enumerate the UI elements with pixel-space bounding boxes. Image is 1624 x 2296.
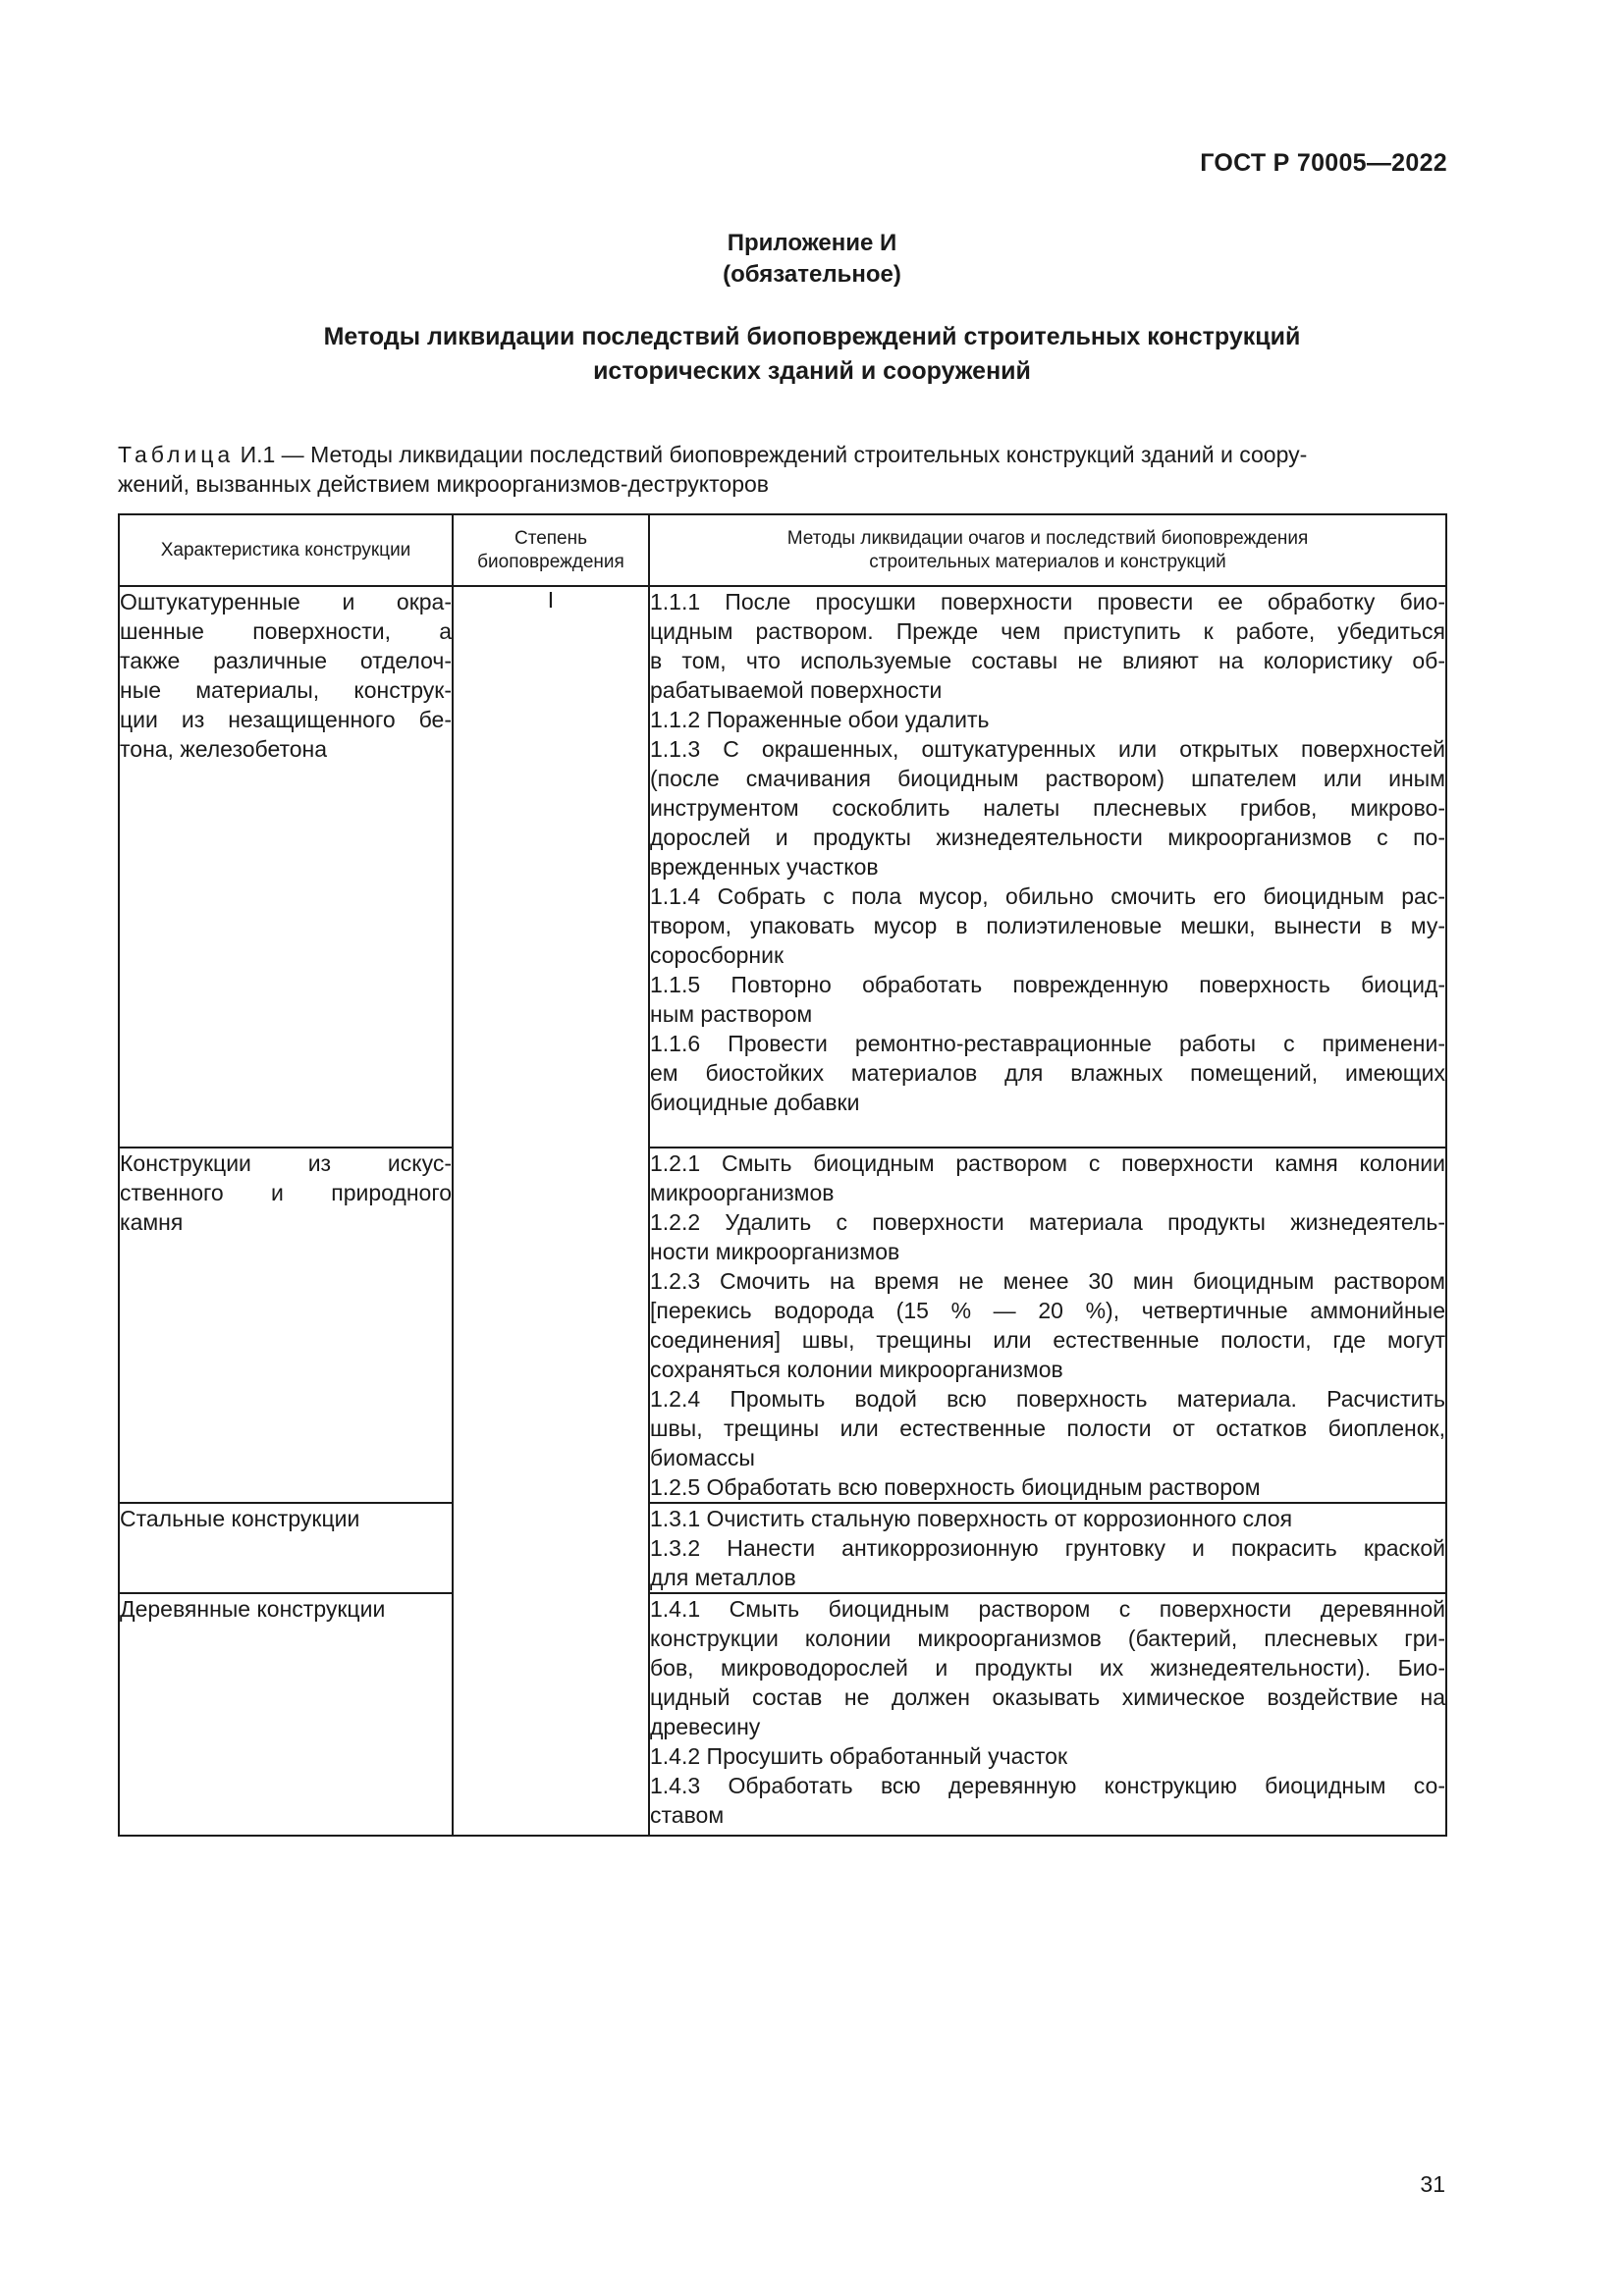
method-line: 1.1.4 Собрать с пола мусор, обильно смочить его биоцидным рас- [650,883,1445,909]
method-line: древесину [650,1714,761,1739]
header-methods [649,514,1446,586]
characteristic-line: шенные поверхности, а [120,618,452,644]
method-line: соросборник [650,942,785,968]
table-caption [118,440,1445,499]
method-line: 1.3.2 Нанести антикоррозионную грунтовку и покрасить краской [650,1535,1445,1561]
header-characteristic: Характеристика конструкции [119,514,453,586]
method-line: врежденных участков [650,854,879,880]
table-row [119,1148,1446,1503]
table-row [119,1503,1446,1593]
header-degree-line-1: Степень [514,527,588,549]
method-line: 1.3.1 Очистить стальную поверхность от коррозионного слоя [650,1506,1293,1531]
characteristic-line: также различные отделоч- [120,648,452,673]
method-line: в том, что используемые составы не влияют на колористику об- [650,648,1445,673]
method-line: 1.1.5 Повторно обработать поврежденную поверхность биоцид- [650,972,1445,997]
table-caption-text: И.1 — Методы ликвидации последствий биоповреждений строительных конструкций зданий и соору- [234,442,1308,467]
header-degree-line-2: биоповреждения [477,551,624,572]
methods-table [118,513,1447,1837]
method-line: 1.2.1 Смыть биоцидным раствором с поверхности камня колонии [650,1150,1445,1176]
characteristic-line: Стальные конструкции [120,1506,360,1531]
method-line: (после смачивания биоцидным раствором) шпателем или иным [650,766,1445,791]
method-line: 1.2.3 Смочить на время не менее 30 мин биоцидным раствором [650,1268,1445,1294]
method-line: швы, трещины или естественные полости от остатков биопленок, [650,1415,1445,1441]
method-line: соединения] швы, трещины или естественные полости, где могут [650,1327,1445,1353]
page-number: 31 [1420,2171,1445,2197]
method-line: 1.4.2 Просушить обработанный участок [650,1743,1068,1769]
degree-cell: I [453,586,649,1836]
characteristic-cell [119,1593,453,1836]
document-title-line-1: Методы ликвидации последствий биоповреждений строительных конструкций [323,323,1301,350]
table-caption-line-1 [118,440,1445,469]
method-line: 1.1.2 Пораженные обои удалить [650,707,990,732]
characteristic-line: Оштукатуренные и окра- [120,589,452,614]
method-line: цидный состав не должен оказывать химическое воздействие на [650,1684,1445,1710]
header-methods-line-2: строительных материалов и конструкций [869,551,1226,572]
appendix-status: (обязательное) [723,261,901,288]
characteristic-line: тона, железобетона [120,736,328,762]
method-line: 1.2.2 Удалить с поверхности материала продукты жизнедеятель- [650,1209,1445,1235]
appendix-title: Приложение И [727,230,897,256]
table-caption-line-2: жений, вызванных действием микроорганизмов-деструкторов [118,471,769,497]
characteristic-line: Деревянные конструкции [120,1596,386,1622]
document-title-line-2: исторических зданий и сооружений [593,357,1031,385]
method-line: микроорганизмов [650,1180,835,1205]
characteristic-line: ции из незащищенного бе- [120,707,452,732]
method-line: бов, микроводорослей и продукты их жизнедеятельности). Био- [650,1655,1445,1681]
methods-cell [649,586,1446,1148]
method-line: 1.1.1 После просушки поверхности провести ее обработку био- [650,589,1445,614]
method-line: 1.2.4 Промыть водой всю поверхность материала. Расчистить [650,1386,1445,1412]
characteristic-line: Конструкции из искус- [120,1150,452,1176]
table-header-row [119,514,1446,586]
appendix-heading [0,228,1624,291]
table-row [119,586,1446,1148]
method-line: твором, упаковать мусор в полиэтиленовые мешки, вынести в му- [650,913,1445,938]
method-line: конструкции колонии микроорганизмов (бактерий, плесневых гри- [650,1626,1445,1651]
method-line: 1.2.5 Обработать всю поверхность биоцидным раствором [650,1474,1261,1500]
characteristic-cell [119,1503,453,1593]
method-line: сохраняться колонии микроорганизмов [650,1357,1063,1382]
method-line: для металлов [650,1565,796,1590]
method-line: ем биостойких материалов для влажных помещений, имеющих [650,1060,1445,1086]
method-line: цидным раствором. Прежде чем приступить к работе, убедиться [650,618,1445,644]
method-line: дорослей и продукты жизнедеятельности микроорганизмов с по- [650,825,1445,850]
method-line: рабатываемой поверхности [650,677,943,703]
characteristic-line: камня [120,1209,184,1235]
method-line: биоцидные добавки [650,1090,860,1115]
method-line: биомассы [650,1445,755,1470]
characteristic-cell [119,1148,453,1503]
header-degree [453,514,649,586]
method-line: [перекись водорода (15 % — 20 %), четвертичные аммонийные [650,1298,1445,1323]
characteristic-line: ственного и природного [120,1180,452,1205]
characteristic-line: ные материалы, конструк- [120,677,452,703]
method-line: ным раствором [650,1001,813,1027]
method-line: 1.1.3 С окрашенных, оштукатуренных или открытых поверхностей [650,736,1445,762]
document-title [0,320,1624,389]
method-line: инструментом соскоблить налеты плесневых грибов, микрово- [650,795,1445,821]
table-body [119,586,1446,1836]
characteristic-cell [119,586,453,1148]
method-line: ставом [650,1802,725,1828]
table-caption-label: Таблица [118,442,235,467]
methods-cell [649,1503,1446,1593]
method-line: 1.1.6 Провести ремонтно-реставрационные работы с применени- [650,1031,1445,1056]
methods-cell [649,1148,1446,1503]
methods-cell [649,1593,1446,1836]
header-methods-line-1: Методы ликвидации очагов и последствий биоповреждения [786,527,1309,549]
method-line: ности микроорганизмов [650,1239,900,1264]
table-row [119,1593,1446,1836]
method-line: 1.4.3 Обработать всю деревянную конструкцию биоцидным со- [650,1773,1445,1798]
method-line: 1.4.1 Смыть биоцидным раствором с поверхности деревянной [650,1596,1445,1622]
gost-number: ГОСТ Р 70005—2022 [1200,149,1447,177]
